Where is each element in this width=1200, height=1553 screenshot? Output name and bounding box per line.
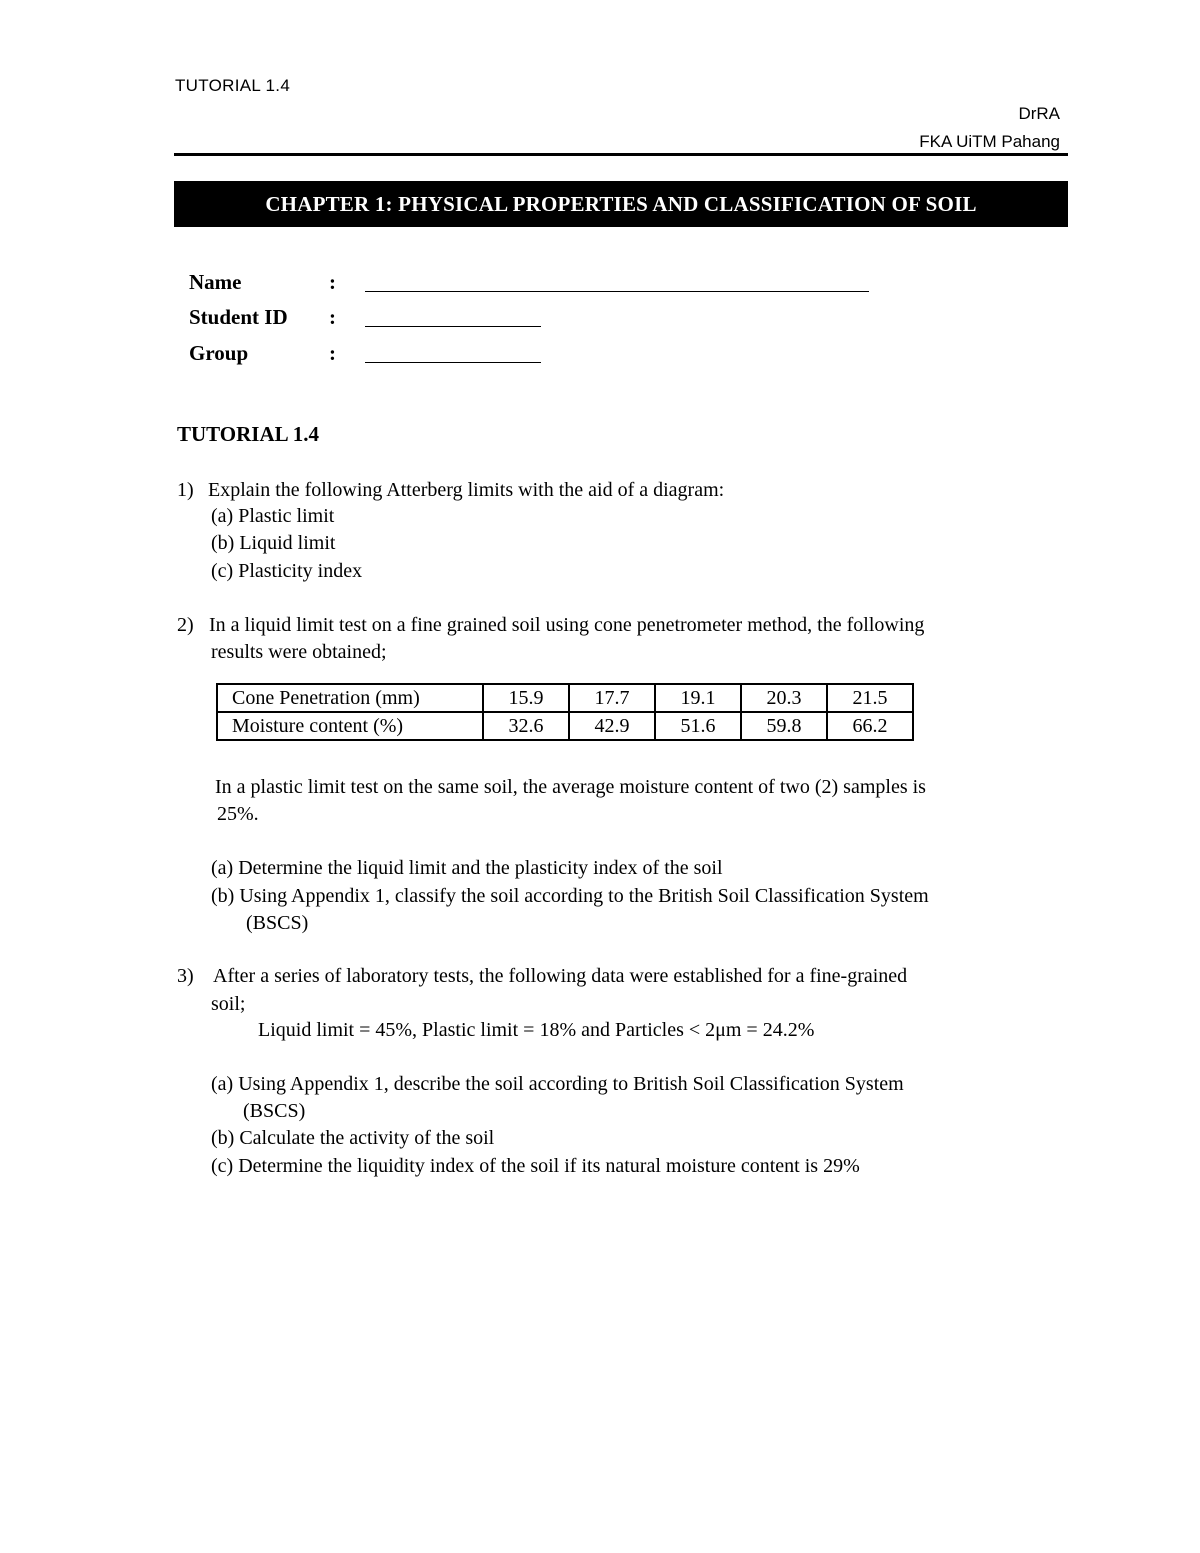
header-author: DrRA [1018,104,1060,123]
q3-part-a-line1: (a) Using Appendix 1, describe the soil according to British Soil Classification System [211,1073,904,1095]
table-row-label: Cone Penetration (mm) [217,684,483,712]
name-colon: : [329,270,336,294]
table-cell: 66.2 [827,712,913,740]
table-row [217,684,913,712]
q3-text-line1: After a series of laboratory tests, the following data were established for a fine-grained [213,965,908,987]
q3-text-line2: soil; [211,993,246,1015]
q3-data-line: Liquid limit = 45%, Plastic limit = 18% and Particles < 2μm = 24.2% [258,1019,815,1041]
student-id-label: Student ID [189,305,288,329]
q2-part-b-line1: (b) Using Appendix 1, classify the soil according to the British Soil Classification System [211,885,929,907]
group-label: Group [189,341,249,365]
q1-number: 1) [177,479,194,501]
q1-part-b: (b) Liquid limit [211,532,336,554]
q2-part-b-line2: (BSCS) [246,912,309,934]
table-cell: 32.6 [483,712,569,740]
q1-part-c: (c) Plasticity index [211,560,363,582]
table-cell: 17.7 [569,684,655,712]
cone-test-table [216,683,914,741]
q2-part-a: (a) Determine the liquid limit and the plasticity index of the soil [211,857,723,879]
q3-part-c: (c) Determine the liquidity index of the soil if its natural moisture content is 29% [211,1155,860,1177]
header-divider [174,153,1068,156]
table-cell: 19.1 [655,684,741,712]
header-right [919,100,1060,156]
table-cell: 20.3 [741,684,827,712]
name-label: Name [189,270,242,294]
q1-part-a: (a) Plastic limit [211,505,335,527]
tutorial-title: TUTORIAL 1.4 [177,422,319,446]
q2-plastic-line1: In a plastic limit test on the same soil, the average moisture content of two (2) samples is [215,776,926,798]
chapter-title: CHAPTER 1: PHYSICAL PROPERTIES AND CLASSIFICATION OF SOIL [265,191,977,216]
q2-text-line1: In a liquid limit test on a fine grained soil using cone penetrometer method, the following [209,614,925,636]
q3-number: 3) [177,965,194,987]
table-cell: 42.9 [569,712,655,740]
group-colon: : [329,341,336,365]
q2-number: 2) [177,614,194,636]
table-row [217,712,913,740]
table-cell: 21.5 [827,684,913,712]
name-fill-line[interactable] [365,291,869,292]
student-id-fill-line[interactable] [365,326,541,327]
table-cell: 15.9 [483,684,569,712]
q2-text-line2: results were obtained; [211,641,387,663]
group-fill-line[interactable] [365,362,541,363]
table-cell: 51.6 [655,712,741,740]
student-id-colon: : [329,305,336,329]
q3-part-a-line2: (BSCS) [243,1100,306,1122]
table-row-label: Moisture content (%) [217,712,483,740]
header-institution: FKA UiTM Pahang [919,132,1060,151]
chapter-title-band [174,181,1068,227]
q2-plastic-line2: 25%. [217,803,259,825]
q3-part-b: (b) Calculate the activity of the soil [211,1127,495,1149]
q1-text: Explain the following Atterberg limits with the aid of a diagram: [208,479,725,501]
table-cell: 59.8 [741,712,827,740]
header-left-label: TUTORIAL 1.4 [175,76,291,95]
